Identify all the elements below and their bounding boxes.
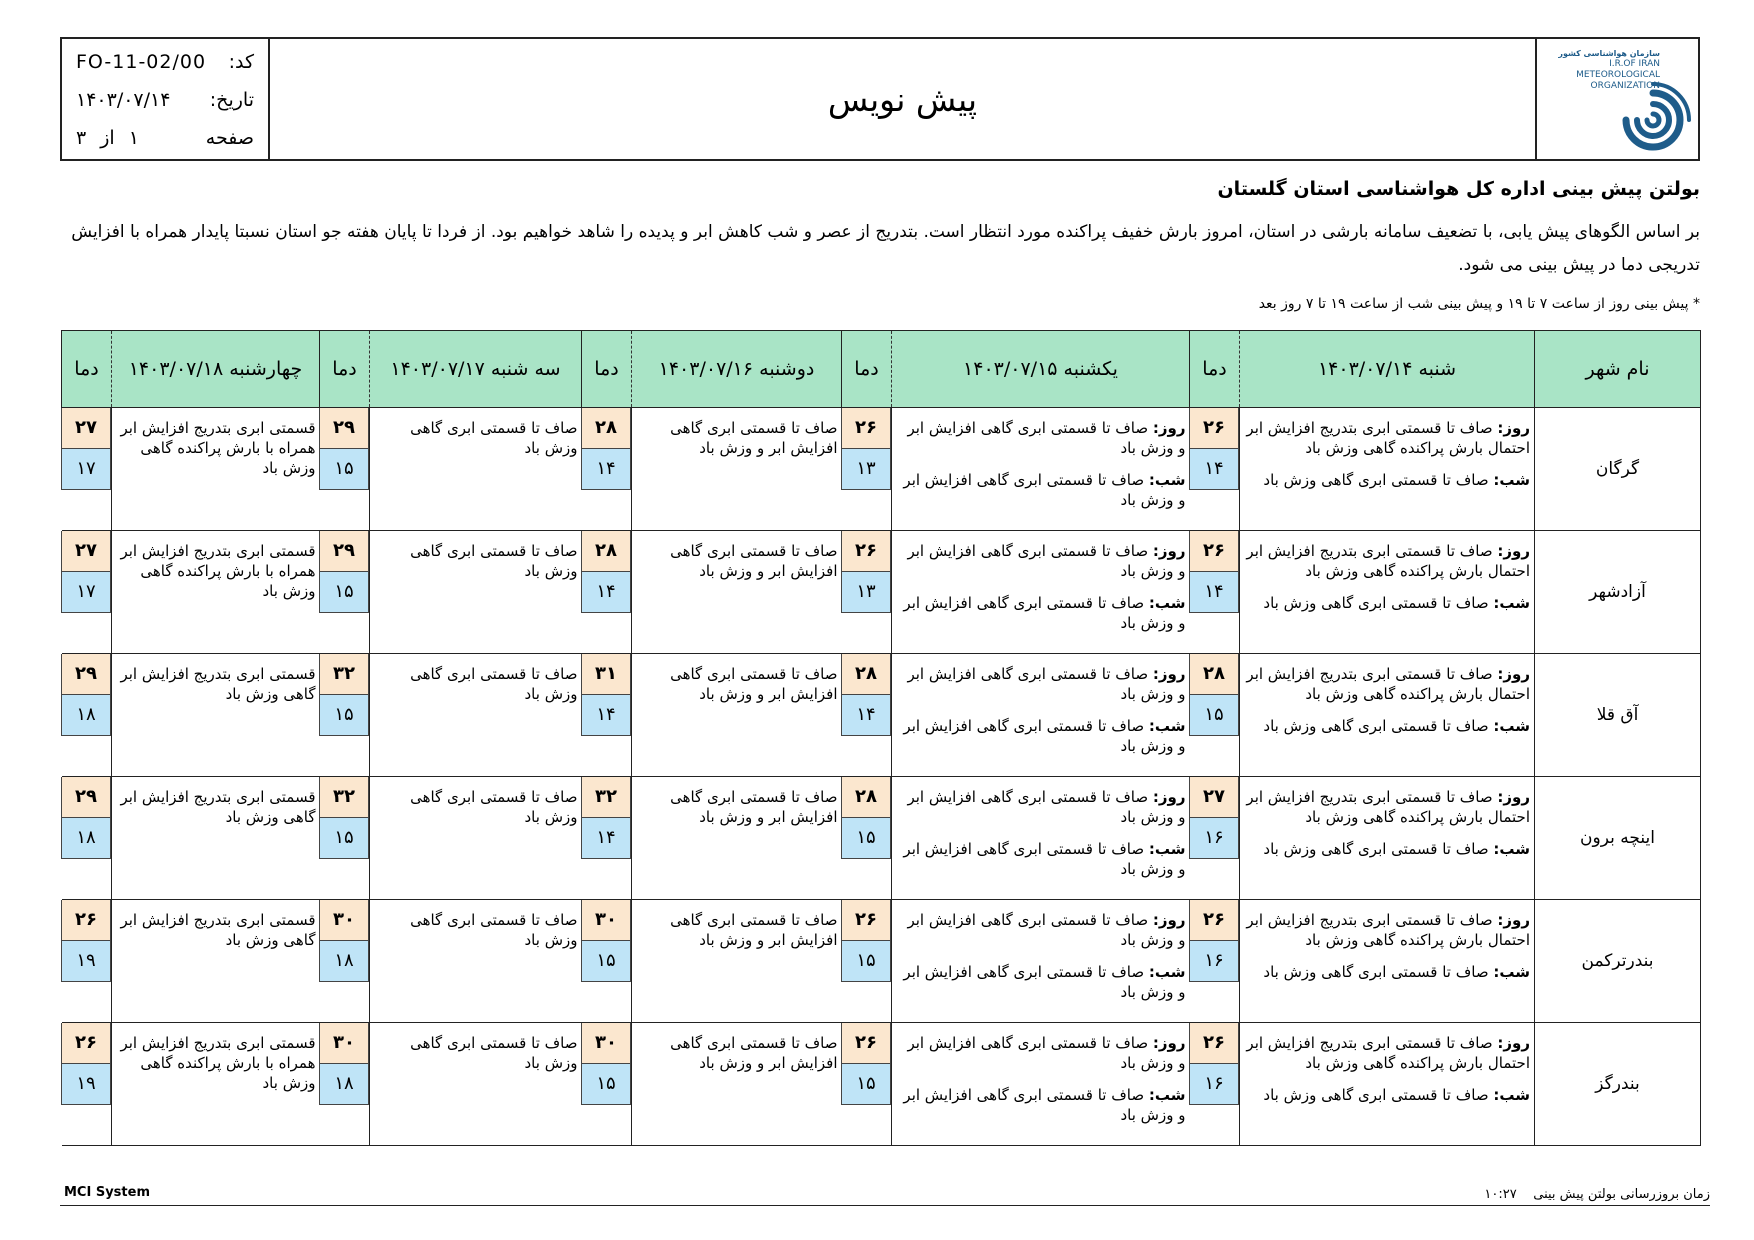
temp-cell	[1190, 900, 1240, 1023]
temp-max: ۲۶	[1189, 900, 1239, 941]
night-word: شب:	[1493, 840, 1530, 858]
forecast-night-text: صاف تا قسمتی ابری گاهی وزش باد	[1263, 963, 1489, 981]
forecast-text: قسمتی ابری بتدریج افزایش ابر گاهی وزش باد	[120, 911, 316, 949]
col-header-temp: دما	[582, 331, 632, 408]
day-word: روز:	[1152, 911, 1186, 929]
forecast-text: صاف تا قسمتی ابری گاهی افزایش ابر و وزش باد	[670, 911, 838, 949]
col-header-temp: دما	[62, 331, 112, 408]
doc-date-row	[76, 89, 254, 111]
temp-cell	[842, 1023, 892, 1146]
temp-max: ۲۸	[581, 408, 631, 449]
temp-cell	[320, 1023, 370, 1146]
forecast-cell	[112, 900, 320, 1023]
temp-min: ۱۶	[1189, 1064, 1239, 1105]
forecast-day-text: صاف تا قسمتی ابری گاهی افزایش ابر و وزش باد	[907, 788, 1186, 826]
temp-max: ۳۰	[319, 1023, 369, 1064]
forecast-night-text: صاف تا قسمتی ابری گاهی وزش باد	[1263, 471, 1489, 489]
city-name: آزادشهر	[1535, 531, 1701, 654]
temp-max: ۲۹	[61, 654, 111, 695]
forecast-day-text: صاف تا قسمتی ابری بتدریج افزایش ابر احتمال بارش پراکنده گاهی وزش باد	[1246, 419, 1530, 457]
temp-cell	[320, 654, 370, 777]
forecast-text: صاف تا قسمتی ابری گاهی افزایش ابر و وزش باد	[670, 419, 838, 457]
temp-max: ۳۱	[581, 654, 631, 695]
temp-min: ۱۴	[1189, 572, 1239, 613]
col-header-temp: دما	[320, 331, 370, 408]
document-header	[60, 37, 1700, 161]
day-word: روز:	[1152, 665, 1186, 683]
forecast-cell	[632, 531, 842, 654]
forecast-day-text: صاف تا قسمتی ابری بتدریج افزایش ابر احتمال بارش پراکنده گاهی وزش باد	[1246, 788, 1530, 826]
temp-max: ۳۲	[581, 777, 631, 818]
day-word: روز:	[1152, 1034, 1186, 1052]
temp-max: ۲۶	[61, 1023, 111, 1064]
temp-cell	[62, 777, 112, 900]
forecast-cell	[370, 654, 582, 777]
temp-max: ۲۹	[319, 408, 369, 449]
temp-min: ۱۴	[581, 449, 631, 490]
forecast-text: صاف تا قسمتی ابری گاهی افزایش ابر و وزش باد	[670, 1034, 838, 1072]
day-word: روز:	[1497, 788, 1530, 806]
doc-code-row	[76, 51, 254, 73]
temp-cell	[62, 408, 112, 531]
temp-min: ۱۷	[61, 572, 111, 613]
forecast-day-text: صاف تا قسمتی ابری گاهی افزایش ابر و وزش باد	[907, 419, 1186, 457]
temp-max: ۲۶	[841, 900, 891, 941]
forecast-night-text: صاف تا قسمتی ابری گاهی وزش باد	[1263, 1086, 1489, 1104]
temp-min: ۱۶	[1189, 941, 1239, 982]
forecast-night-text: صاف تا قسمتی ابری گاهی افزایش ابر و وزش باد	[903, 471, 1186, 509]
temp-min: ۱۴	[1189, 449, 1239, 490]
city-name: آق قلا	[1535, 654, 1701, 777]
temp-max: ۲۶	[841, 1023, 891, 1064]
forecast-cell	[632, 654, 842, 777]
page-total: ۳	[76, 127, 87, 149]
temp-max: ۲۷	[1189, 777, 1239, 818]
city-name: بندرترکمن	[1535, 900, 1701, 1023]
temp-max: ۲۸	[1189, 654, 1239, 695]
temp-min: ۱۸	[61, 818, 111, 859]
day-word: روز:	[1497, 542, 1530, 560]
forecast-cell	[1240, 654, 1535, 777]
spiral-logo-icon	[1614, 81, 1692, 159]
table-row	[62, 654, 1701, 777]
temp-min: ۱۵	[841, 1064, 891, 1105]
forecast-day-text: صاف تا قسمتی ابری گاهی افزایش ابر و وزش باد	[907, 1034, 1186, 1072]
temp-cell	[582, 777, 632, 900]
day-word: روز:	[1497, 665, 1530, 683]
temp-min: ۱۴	[581, 695, 631, 736]
night-word: شب:	[1148, 717, 1186, 735]
temp-max: ۳۰	[581, 900, 631, 941]
page-of-word: از	[100, 127, 115, 149]
forecast-text: صاف تا قسمتی ابری گاهی وزش باد	[410, 665, 578, 703]
temp-max: ۲۶	[841, 408, 891, 449]
temp-max: ۲۶	[61, 900, 111, 941]
forecast-table	[61, 330, 1701, 1146]
day-word: روز:	[1152, 788, 1186, 806]
temp-cell	[320, 900, 370, 1023]
forecast-night-text: صاف تا قسمتی ابری گاهی افزایش ابر و وزش باد	[903, 594, 1186, 632]
forecast-cell	[892, 408, 1190, 531]
temp-cell	[842, 654, 892, 777]
temp-cell	[842, 777, 892, 900]
forecast-day-text: صاف تا قسمتی ابری گاهی افزایش ابر و وزش باد	[907, 542, 1186, 580]
night-word: شب:	[1148, 471, 1186, 489]
footer-update-time: ۱۰:۲۷	[1484, 1187, 1517, 1202]
night-word: شب:	[1493, 717, 1530, 735]
temp-cell	[582, 1023, 632, 1146]
forecast-night-text: صاف تا قسمتی ابری گاهی افزایش ابر و وزش باد	[903, 717, 1186, 755]
logo-en-2: METEOROLOGICAL	[1576, 70, 1660, 80]
doc-title-cell	[270, 39, 1535, 159]
temp-cell	[62, 531, 112, 654]
col-header-day: دوشنبه ۱۴۰۳/۰۷/۱۶	[632, 331, 842, 408]
forecast-night-text: صاف تا قسمتی ابری گاهی وزش باد	[1263, 594, 1489, 612]
temp-cell	[62, 1023, 112, 1146]
forecast-day-text: صاف تا قسمتی ابری گاهی افزایش ابر و وزش باد	[907, 911, 1186, 949]
temp-min: ۱۳	[841, 572, 891, 613]
forecast-cell	[370, 900, 582, 1023]
temp-min: ۱۵	[581, 941, 631, 982]
forecast-text: صاف تا قسمتی ابری گاهی وزش باد	[410, 911, 578, 949]
logo-en-3: ORGANIZATION	[1590, 81, 1660, 91]
day-word: روز:	[1152, 542, 1186, 560]
forecast-text: قسمتی ابری بتدریج افزایش ابر همراه با بارش پراکنده گاهی وزش باد	[120, 542, 316, 600]
city-name: گرگان	[1535, 408, 1701, 531]
forecast-text: قسمتی ابری بتدریج افزایش ابر همراه با بارش پراکنده گاهی وزش باد	[120, 1034, 316, 1092]
forecast-cell	[1240, 777, 1535, 900]
temp-min: ۱۴	[581, 572, 631, 613]
forecast-cell	[112, 531, 320, 654]
temp-cell	[842, 408, 892, 531]
forecast-text: قسمتی ابری بتدریج افزایش ابر گاهی وزش باد	[120, 665, 316, 703]
day-word: روز:	[1497, 1034, 1530, 1052]
forecast-text: صاف تا قسمتی ابری گاهی افزایش ابر و وزش باد	[670, 542, 838, 580]
forecast-text: صاف تا قسمتی ابری گاهی افزایش ابر و وزش باد	[670, 788, 838, 826]
forecast-cell	[1240, 531, 1535, 654]
forecast-cell	[112, 1023, 320, 1146]
logo-fa: سازمان هواشناسی کشور	[1558, 49, 1660, 58]
forecast-cell	[892, 531, 1190, 654]
forecast-day-text: صاف تا قسمتی ابری بتدریج افزایش ابر احتمال بارش پراکنده گاهی وزش باد	[1246, 911, 1530, 949]
temp-cell	[320, 531, 370, 654]
temp-cell	[582, 531, 632, 654]
temp-min: ۱۵	[841, 818, 891, 859]
temp-cell	[1190, 531, 1240, 654]
forecast-cell	[370, 777, 582, 900]
forecast-cell	[632, 777, 842, 900]
night-word: شب:	[1493, 471, 1530, 489]
temp-max: ۳۲	[319, 654, 369, 695]
page-counter	[76, 127, 139, 149]
temp-cell	[320, 408, 370, 531]
night-word: شب:	[1493, 594, 1530, 612]
doc-title: پیش نویس	[827, 79, 978, 119]
temp-cell	[842, 531, 892, 654]
temp-min: ۱۹	[61, 941, 111, 982]
temp-min: ۱۹	[61, 1064, 111, 1105]
temp-min: ۱۸	[319, 941, 369, 982]
night-word: شب:	[1148, 1086, 1186, 1104]
forecast-cell	[370, 531, 582, 654]
temp-max: ۲۹	[61, 777, 111, 818]
temp-max: ۳۰	[319, 900, 369, 941]
table-row	[62, 900, 1701, 1023]
table-row	[62, 777, 1701, 900]
day-word: روز:	[1152, 419, 1186, 437]
temp-cell	[1190, 1023, 1240, 1146]
doc-code-value: FO-11-02/00	[76, 51, 207, 73]
table-header-row	[62, 331, 1701, 408]
temp-min: ۱۴	[581, 818, 631, 859]
forecast-cell	[1240, 408, 1535, 531]
temp-cell	[62, 900, 112, 1023]
forecast-cell	[632, 900, 842, 1023]
temp-min: ۱۵	[319, 449, 369, 490]
temp-max: ۲۸	[841, 654, 891, 695]
forecast-day-text: صاف تا قسمتی ابری بتدریج افزایش ابر احتمال بارش پراکنده گاهی وزش باد	[1246, 1034, 1530, 1072]
night-word: شب:	[1493, 963, 1530, 981]
forecast-day-text: صاف تا قسمتی ابری بتدریج افزایش ابر احتمال بارش پراکنده گاهی وزش باد	[1246, 665, 1530, 703]
forecast-text: صاف تا قسمتی ابری گاهی افزایش ابر و وزش باد	[670, 665, 838, 703]
temp-min: ۱۴	[841, 695, 891, 736]
temp-max: ۲۶	[1189, 408, 1239, 449]
forecast-cell	[112, 777, 320, 900]
temp-min: ۱۸	[61, 695, 111, 736]
col-header-day: سه شنبه ۱۴۰۳/۰۷/۱۷	[370, 331, 582, 408]
doc-page-row	[76, 127, 254, 149]
day-word: روز:	[1497, 911, 1530, 929]
temp-max: ۲۶	[1189, 531, 1239, 572]
forecast-footnote: * پیش بینی روز از ساعت ۷ تا ۱۹ و پیش بینی شب از ساعت ۱۹ تا ۷ روز بعد	[1258, 296, 1700, 312]
forecast-day-text: صاف تا قسمتی ابری گاهی افزایش ابر و وزش باد	[907, 665, 1186, 703]
forecast-night-text: صاف تا قسمتی ابری گاهی افزایش ابر و وزش باد	[903, 840, 1186, 878]
night-word: شب:	[1148, 594, 1186, 612]
forecast-night-text: صاف تا قسمتی ابری گاهی افزایش ابر و وزش باد	[903, 963, 1186, 1001]
forecast-cell	[632, 408, 842, 531]
footer-system: MCI System	[64, 1185, 150, 1200]
forecast-text: قسمتی ابری بتدریج افزایش ابر گاهی وزش باد	[120, 788, 316, 826]
night-word: شب:	[1493, 1086, 1530, 1104]
doc-meta	[62, 39, 270, 159]
temp-max: ۲۶	[841, 531, 891, 572]
col-header-day: چهارشنبه ۱۴۰۳/۰۷/۱۸	[112, 331, 320, 408]
temp-min: ۱۵	[319, 572, 369, 613]
logo-en-1: I.R.OF IRAN	[1609, 59, 1660, 69]
temp-min: ۱۵	[1189, 695, 1239, 736]
forecast-text: صاف تا قسمتی ابری گاهی وزش باد	[410, 419, 578, 457]
temp-cell	[320, 777, 370, 900]
footer-update-label: زمان بروزرسانی بولتن پیش بینی	[1533, 1187, 1710, 1202]
forecast-text: صاف تا قسمتی ابری گاهی وزش باد	[410, 542, 578, 580]
temp-min: ۱۵	[319, 818, 369, 859]
forecast-cell	[112, 408, 320, 531]
night-word: شب:	[1148, 840, 1186, 858]
temp-min: ۱۵	[319, 695, 369, 736]
temp-min: ۱۸	[319, 1064, 369, 1105]
temp-cell	[1190, 654, 1240, 777]
temp-cell	[582, 408, 632, 531]
temp-max: ۲۷	[61, 531, 111, 572]
temp-max: ۲۹	[319, 531, 369, 572]
doc-code-label: کد:	[228, 51, 254, 73]
temp-min: ۱۶	[1189, 818, 1239, 859]
temp-cell	[1190, 777, 1240, 900]
forecast-night-text: صاف تا قسمتی ابری گاهی افزایش ابر و وزش باد	[903, 1086, 1186, 1124]
forecast-text: صاف تا قسمتی ابری گاهی وزش باد	[410, 1034, 578, 1072]
bulletin-text: بر اساس الگوهای پیش یابی، با تضعیف سامانه بارشی در استان، امروز بارش خفیف پراکنده مورد انتظار است. بتدریج از عصر و شب کاهش ابر و پدیده را شاهد خواهیم بود. از فردا تا پایان هفته جو استان نسبتا پایدار همراه با افزایش تدریجی دما در پیش بینی می شود.	[71, 222, 1700, 275]
city-name: اینچه برون	[1535, 777, 1701, 900]
night-word: شب:	[1148, 963, 1186, 981]
footer-update	[1484, 1187, 1710, 1202]
forecast-cell	[892, 900, 1190, 1023]
col-header-temp: دما	[1190, 331, 1240, 408]
temp-cell	[1190, 408, 1240, 531]
col-header-city: نام شهر	[1535, 331, 1701, 408]
temp-min: ۱۵	[841, 941, 891, 982]
col-header-temp: دما	[842, 331, 892, 408]
page-label: صفحه	[205, 127, 254, 149]
forecast-day-text: صاف تا قسمتی ابری بتدریج افزایش ابر احتمال بارش پراکنده گاهی وزش باد	[1246, 542, 1530, 580]
forecast-cell	[370, 408, 582, 531]
doc-date-value: ۱۴۰۳/۰۷/۱۴	[76, 89, 171, 111]
temp-min: ۱۷	[61, 449, 111, 490]
forecast-text: صاف تا قسمتی ابری گاهی وزش باد	[410, 788, 578, 826]
forecast-cell	[892, 777, 1190, 900]
temp-min: ۱۳	[841, 449, 891, 490]
temp-max: ۲۶	[1189, 1023, 1239, 1064]
temp-cell	[582, 900, 632, 1023]
org-logo	[1535, 39, 1698, 159]
forecast-text: قسمتی ابری بتدریج افزایش ابر همراه با بارش پراکنده گاهی وزش باد	[120, 419, 316, 477]
temp-max: ۳۲	[319, 777, 369, 818]
forecast-cell	[892, 1023, 1190, 1146]
col-header-day: یکشنبه ۱۴۰۳/۰۷/۱۵	[892, 331, 1190, 408]
forecast-cell	[370, 1023, 582, 1146]
footer-divider	[60, 1205, 1710, 1206]
table-row	[62, 531, 1701, 654]
forecast-night-text: صاف تا قسمتی ابری گاهی وزش باد	[1263, 840, 1489, 858]
temp-cell	[62, 654, 112, 777]
table-row	[62, 1023, 1701, 1146]
temp-cell	[842, 900, 892, 1023]
temp-cell	[582, 654, 632, 777]
forecast-cell	[1240, 1023, 1535, 1146]
forecast-cell	[112, 654, 320, 777]
temp-max: ۲۷	[61, 408, 111, 449]
temp-min: ۱۵	[581, 1064, 631, 1105]
col-header-day: شنبه ۱۴۰۳/۰۷/۱۴	[1240, 331, 1535, 408]
temp-max: ۲۸	[581, 531, 631, 572]
forecast-cell	[632, 1023, 842, 1146]
temp-max: ۲۸	[841, 777, 891, 818]
city-name: بندرگز	[1535, 1023, 1701, 1146]
forecast-night-text: صاف تا قسمتی ابری گاهی وزش باد	[1263, 717, 1489, 735]
table-row	[62, 408, 1701, 531]
doc-date-label: تاریخ:	[209, 89, 254, 111]
day-word: روز:	[1497, 419, 1530, 437]
page-num: ۱	[128, 127, 139, 149]
forecast-cell	[1240, 900, 1535, 1023]
temp-max: ۳۰	[581, 1023, 631, 1064]
bulletin-title: بولتن پیش بینی اداره کل هواشناسی استان گلستان	[1217, 178, 1700, 200]
forecast-cell	[892, 654, 1190, 777]
